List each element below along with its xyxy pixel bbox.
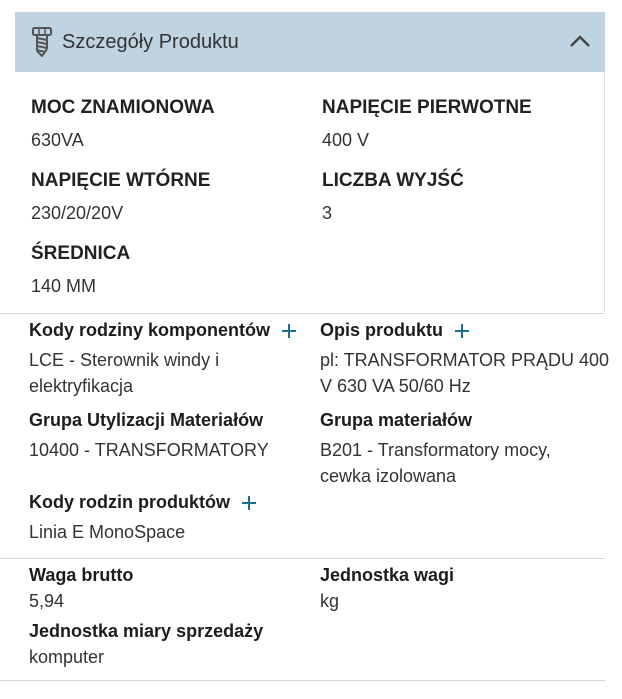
detail-label: Grupa Utylizacji Materiałów bbox=[29, 410, 264, 430]
detail-value: 10400 - TRANSFORMATORY bbox=[29, 440, 269, 460]
detail-label: Kody rodzin produktów bbox=[29, 492, 230, 512]
detail-label: Kody rodziny komponentów bbox=[29, 320, 270, 340]
detail-value: kg bbox=[320, 591, 340, 611]
divider bbox=[0, 680, 605, 681]
spec-item bbox=[31, 243, 130, 297]
product-family-codes bbox=[29, 492, 256, 545]
gross-weight bbox=[29, 565, 133, 614]
spec-value: 400 V bbox=[322, 130, 370, 150]
detail-value: Linia E MonoSpace bbox=[29, 522, 186, 542]
spec-item bbox=[322, 97, 532, 151]
component-family-codes bbox=[29, 320, 296, 399]
detail-label: Waga brutto bbox=[29, 565, 134, 585]
product-details-header[interactable] bbox=[15, 12, 605, 72]
detail-value: B201 - Transformatory mocy, bbox=[320, 440, 551, 460]
spec-item bbox=[31, 170, 210, 224]
material-group bbox=[320, 410, 551, 489]
product-description bbox=[320, 320, 609, 399]
detail-value: cewka izolowana bbox=[320, 466, 457, 486]
spec-value: 230/20/20V bbox=[31, 203, 124, 223]
screw-icon bbox=[31, 27, 53, 62]
detail-label: Jednostka wagi bbox=[320, 565, 455, 585]
spec-label: MOC ZNAMIONOWA bbox=[31, 97, 215, 118]
detail-value: LCE - Sterownik windy i bbox=[29, 350, 220, 370]
material-disposal-group bbox=[29, 410, 269, 463]
plus-icon[interactable] bbox=[282, 324, 296, 338]
detail-label: Jednostka miary sprzedaży bbox=[29, 621, 264, 641]
spec-label: NAPIĘCIE PIERWOTNE bbox=[322, 97, 532, 118]
spec-label: ŚREDNICA bbox=[31, 243, 131, 264]
spec-item bbox=[322, 170, 464, 224]
weight-unit bbox=[320, 565, 454, 614]
divider bbox=[0, 313, 605, 314]
sales-unit bbox=[29, 621, 263, 670]
detail-value: pl: TRANSFORMATOR PRĄDU 400 bbox=[320, 350, 610, 370]
spec-item bbox=[31, 97, 215, 151]
divider bbox=[0, 558, 605, 559]
divider bbox=[604, 72, 605, 312]
section-title: Szczegóły Produktu bbox=[62, 31, 239, 53]
spec-value: 3 bbox=[322, 203, 333, 223]
detail-label: Opis produktu bbox=[320, 320, 443, 340]
detail-value: 5,94 bbox=[29, 591, 65, 611]
plus-icon[interactable] bbox=[455, 324, 469, 338]
plus-icon[interactable] bbox=[242, 496, 256, 510]
detail-value: komputer bbox=[29, 647, 105, 667]
chevron-up-icon[interactable] bbox=[569, 34, 591, 53]
detail-label: Grupa materiałów bbox=[320, 410, 473, 430]
spec-value: 140 MM bbox=[31, 276, 97, 296]
spec-value: 630VA bbox=[31, 130, 84, 150]
detail-value: V 630 VA 50/60 Hz bbox=[320, 376, 471, 396]
detail-value: elektryfikacja bbox=[29, 376, 134, 396]
spec-label: LICZBA WYJŚĆ bbox=[322, 170, 464, 191]
spec-label: NAPIĘCIE WTÓRNE bbox=[31, 170, 211, 191]
